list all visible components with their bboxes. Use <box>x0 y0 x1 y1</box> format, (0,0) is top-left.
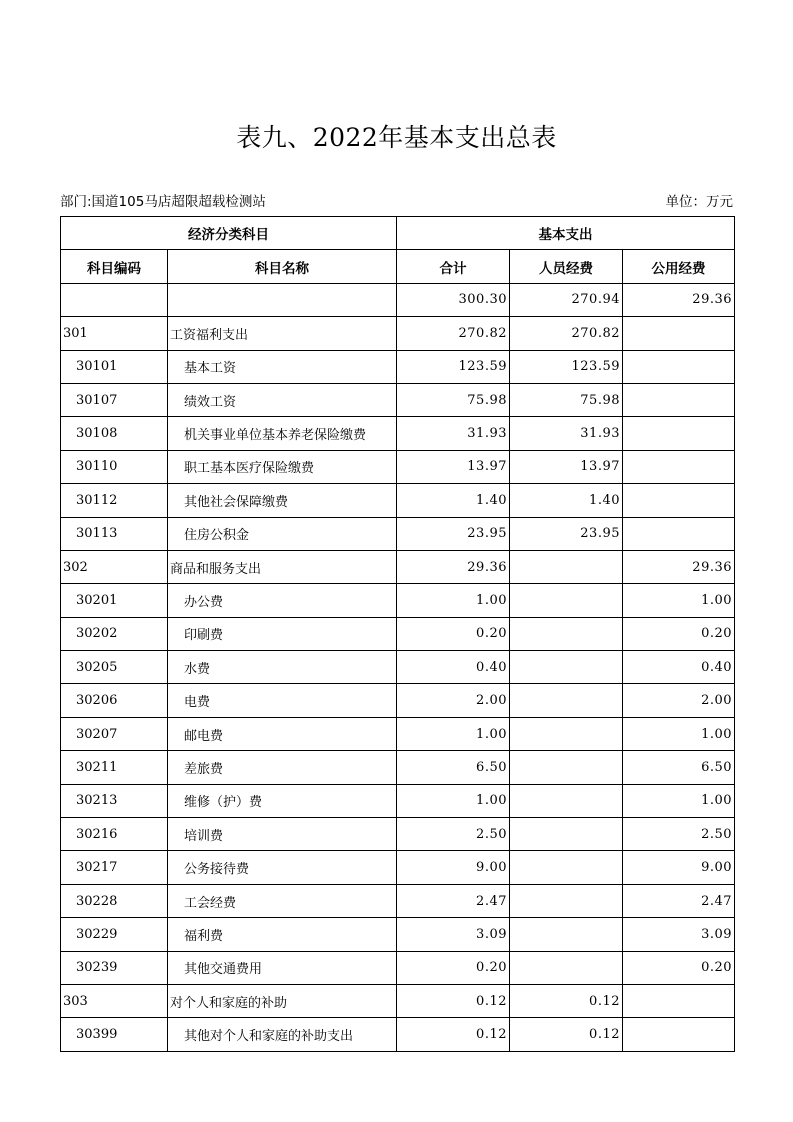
cell-code <box>61 617 168 650</box>
cell-personnel-text: 75.98 <box>580 392 620 408</box>
table-row <box>61 1018 735 1051</box>
meta-line <box>60 190 733 212</box>
cell-code <box>61 984 168 1017</box>
cell-code <box>61 350 168 383</box>
cell-code <box>61 651 168 684</box>
cell-name <box>168 884 397 917</box>
header-economic-classification: 经济分类科目 <box>61 217 397 250</box>
department-label: 部门:国道105马店超限超载检测站 <box>60 194 266 210</box>
cell-public <box>623 383 735 416</box>
cell-total-text: 1.00 <box>476 592 507 608</box>
cell-code-text: 30229 <box>76 926 118 942</box>
cell-name-text: 工会经费 <box>184 895 237 911</box>
cell-name <box>168 517 397 550</box>
cell-name <box>168 951 397 984</box>
cell-code-text: 302 <box>63 559 88 575</box>
table-row <box>61 784 735 817</box>
cell-name <box>168 383 397 416</box>
cell-code-text: 30201 <box>76 592 118 608</box>
cell-personnel <box>510 317 623 350</box>
table-row <box>61 317 735 350</box>
cell-name <box>168 784 397 817</box>
cell-total-text: 2.00 <box>476 693 507 709</box>
cell-total <box>397 550 510 583</box>
cell-code-text: 30113 <box>76 526 118 542</box>
cell-name <box>168 751 397 784</box>
cell-public <box>623 350 735 383</box>
cell-code <box>61 450 168 483</box>
cell-name <box>168 684 397 717</box>
cell-personnel <box>510 550 623 583</box>
cell-code-text: 30228 <box>76 893 118 909</box>
cell-name <box>168 484 397 517</box>
cell-total <box>397 350 510 383</box>
cell-public-text: 9.00 <box>701 860 733 876</box>
cell-public-text: 1.00 <box>701 726 733 742</box>
cell-code-text: 30110 <box>76 459 118 475</box>
cell-code-text: 30399 <box>76 1027 118 1043</box>
cell-personnel-text: 270.94 <box>571 292 620 308</box>
cell-code <box>61 584 168 617</box>
cell-personnel-text: 13.97 <box>580 459 620 475</box>
cell-personnel-text: 0.12 <box>589 1027 620 1043</box>
table-row <box>61 751 735 784</box>
cell-name <box>168 984 397 1017</box>
cell-name <box>168 350 397 383</box>
cell-total <box>397 784 510 817</box>
cell-code-text: 30207 <box>76 726 118 742</box>
cell-code-text: 30239 <box>76 960 118 976</box>
cell-public <box>623 918 735 951</box>
cell-total-text: 2.50 <box>476 826 507 842</box>
cell-total-text: 0.40 <box>476 659 507 675</box>
cell-name-text: 其他社会保障缴费 <box>184 494 289 510</box>
cell-name-text: 对个人和家庭的补助 <box>170 995 288 1011</box>
cell-code <box>61 918 168 951</box>
cell-code <box>61 417 168 450</box>
table-row <box>61 851 735 884</box>
table-row <box>61 918 735 951</box>
unit-label: 单位：万元 <box>665 194 733 210</box>
cell-public-text: 6.50 <box>701 759 733 775</box>
cell-public <box>623 818 735 851</box>
header-row-group <box>61 217 735 250</box>
cell-personnel <box>510 818 623 851</box>
table-row <box>61 717 735 750</box>
cell-total-text: 29.36 <box>467 559 507 575</box>
table-row <box>61 884 735 917</box>
cell-name-text: 培训费 <box>184 828 224 844</box>
cell-public <box>623 584 735 617</box>
cell-personnel <box>510 617 623 650</box>
table-row <box>61 584 735 617</box>
cell-name <box>168 283 397 316</box>
cell-total-text: 0.20 <box>476 626 507 642</box>
cell-public <box>623 417 735 450</box>
cell-code <box>61 484 168 517</box>
cell-total <box>397 450 510 483</box>
cell-personnel <box>510 450 623 483</box>
cell-personnel <box>510 283 623 316</box>
cell-name-text: 差旅费 <box>184 761 224 777</box>
cell-personnel <box>510 417 623 450</box>
cell-public <box>623 784 735 817</box>
cell-personnel <box>510 383 623 416</box>
table-row <box>61 450 735 483</box>
cell-personnel <box>510 584 623 617</box>
cell-code <box>61 550 168 583</box>
cell-code <box>61 951 168 984</box>
cell-code <box>61 884 168 917</box>
cell-public-text: 2.47 <box>701 893 733 909</box>
cell-public <box>623 317 735 350</box>
cell-personnel <box>510 784 623 817</box>
cell-personnel <box>510 751 623 784</box>
cell-personnel-text: 0.12 <box>589 993 620 1009</box>
cell-public-text: 29.36 <box>692 559 733 575</box>
cell-total-text: 1.00 <box>476 726 507 742</box>
cell-code-text: 301 <box>63 325 88 341</box>
cell-total-text: 300.30 <box>458 292 507 308</box>
cell-name-text: 商品和服务支出 <box>170 561 262 577</box>
cell-name-text: 住房公积金 <box>184 528 250 544</box>
table-row <box>61 350 735 383</box>
cell-name <box>168 584 397 617</box>
cell-total-text: 3.09 <box>476 926 507 942</box>
cell-total <box>397 918 510 951</box>
table-row <box>61 283 735 316</box>
table-body <box>61 283 735 1051</box>
cell-code <box>61 383 168 416</box>
cell-public-text: 1.00 <box>701 793 733 809</box>
table-row <box>61 417 735 450</box>
table-row <box>61 484 735 517</box>
cell-name-text: 绩效工资 <box>184 394 237 410</box>
header-name: 科目名称 <box>168 250 397 283</box>
table-row <box>61 617 735 650</box>
cell-personnel <box>510 1018 623 1051</box>
cell-public <box>623 617 735 650</box>
cell-code <box>61 1018 168 1051</box>
cell-total <box>397 484 510 517</box>
cell-personnel <box>510 684 623 717</box>
cell-code-text: 30216 <box>76 826 118 842</box>
cell-name-text: 邮电费 <box>184 728 224 744</box>
cell-name-text: 机关事业单位基本养老保险缴费 <box>184 428 367 444</box>
cell-code <box>61 751 168 784</box>
cell-total-text: 0.12 <box>476 1027 507 1043</box>
cell-public-text: 3.09 <box>701 926 733 942</box>
cell-name <box>168 717 397 750</box>
cell-public-text: 1.00 <box>701 592 733 608</box>
cell-name <box>168 1018 397 1051</box>
cell-public-text: 2.50 <box>701 826 733 842</box>
table-row <box>61 550 735 583</box>
cell-personnel-text: 123.59 <box>571 359 620 375</box>
cell-total <box>397 951 510 984</box>
header-code: 科目编码 <box>61 250 168 283</box>
cell-personnel-text: 1.40 <box>589 492 620 508</box>
cell-code-text: 30112 <box>76 492 118 508</box>
header-public: 公用经费 <box>623 250 735 283</box>
cell-name <box>168 617 397 650</box>
cell-code-text: 303 <box>63 993 88 1009</box>
cell-public-text: 0.40 <box>701 659 733 675</box>
cell-name-text: 基本工资 <box>184 361 237 377</box>
cell-total <box>397 851 510 884</box>
cell-personnel <box>510 517 623 550</box>
cell-total <box>397 1018 510 1051</box>
cell-name <box>168 651 397 684</box>
cell-code <box>61 717 168 750</box>
cell-name <box>168 450 397 483</box>
cell-name <box>168 851 397 884</box>
cell-name-text: 维修（护）费 <box>184 795 263 811</box>
cell-total-text: 1.00 <box>476 793 507 809</box>
cell-total <box>397 317 510 350</box>
cell-name-text: 公务接待费 <box>184 862 250 878</box>
cell-code <box>61 818 168 851</box>
cell-personnel-text: 270.82 <box>571 325 620 341</box>
cell-public-text: 29.36 <box>692 292 733 308</box>
cell-personnel <box>510 918 623 951</box>
cell-name-text: 办公费 <box>184 594 224 610</box>
cell-code-text: 30206 <box>76 693 118 709</box>
cell-name <box>168 550 397 583</box>
cell-code <box>61 517 168 550</box>
cell-total <box>397 884 510 917</box>
cell-personnel-text: 23.95 <box>580 526 620 542</box>
cell-public <box>623 651 735 684</box>
cell-total-text: 6.50 <box>476 759 507 775</box>
cell-code <box>61 684 168 717</box>
cell-total <box>397 984 510 1017</box>
cell-public <box>623 717 735 750</box>
table-row <box>61 651 735 684</box>
header-row-columns <box>61 250 735 283</box>
cell-name-text: 电费 <box>184 695 211 711</box>
cell-total-text: 31.93 <box>467 426 507 442</box>
cell-code-text: 30205 <box>76 659 118 675</box>
cell-code-text: 30213 <box>76 793 118 809</box>
cell-name <box>168 417 397 450</box>
table-row <box>61 684 735 717</box>
expenditure-table <box>60 216 735 1052</box>
table-row <box>61 517 735 550</box>
cell-total <box>397 717 510 750</box>
cell-total-text: 0.12 <box>476 993 507 1009</box>
cell-name-text: 印刷费 <box>184 628 224 644</box>
cell-public <box>623 984 735 1017</box>
cell-personnel-text: 31.93 <box>580 426 620 442</box>
cell-public <box>623 283 735 316</box>
cell-name <box>168 818 397 851</box>
cell-total <box>397 283 510 316</box>
cell-total <box>397 751 510 784</box>
cell-personnel <box>510 984 623 1017</box>
cell-public <box>623 951 735 984</box>
cell-total-text: 75.98 <box>467 392 507 408</box>
cell-total <box>397 417 510 450</box>
cell-total <box>397 517 510 550</box>
cell-personnel <box>510 951 623 984</box>
cell-name-text: 福利费 <box>184 928 224 944</box>
header-personnel: 人员经费 <box>510 250 623 283</box>
cell-total <box>397 617 510 650</box>
cell-code <box>61 283 168 316</box>
cell-name-text: 其他对个人和家庭的补助支出 <box>184 1029 354 1045</box>
cell-personnel <box>510 651 623 684</box>
cell-name <box>168 918 397 951</box>
cell-public <box>623 751 735 784</box>
cell-total-text: 270.82 <box>458 325 507 341</box>
cell-total-text: 2.47 <box>476 893 507 909</box>
cell-code-text: 30108 <box>76 426 118 442</box>
cell-code-text: 30107 <box>76 392 118 408</box>
cell-code-text: 30217 <box>76 860 118 876</box>
cell-public <box>623 550 735 583</box>
cell-code-text: 30202 <box>76 626 118 642</box>
table-row <box>61 951 735 984</box>
cell-code <box>61 317 168 350</box>
table-row <box>61 383 735 416</box>
table-row <box>61 818 735 851</box>
cell-public <box>623 851 735 884</box>
table-row <box>61 984 735 1017</box>
cell-public <box>623 450 735 483</box>
cell-total <box>397 584 510 617</box>
cell-total-text: 23.95 <box>467 526 507 542</box>
header-total: 合计 <box>397 250 510 283</box>
cell-total-text: 1.40 <box>476 492 507 508</box>
cell-public <box>623 884 735 917</box>
cell-name-text: 工资福利支出 <box>170 327 249 343</box>
cell-code-text: 30101 <box>76 359 118 375</box>
cell-personnel <box>510 717 623 750</box>
cell-public <box>623 484 735 517</box>
cell-total-text: 0.20 <box>476 960 507 976</box>
cell-code <box>61 784 168 817</box>
cell-public-text: 2.00 <box>701 693 733 709</box>
cell-total <box>397 383 510 416</box>
page-title: 表九、2022年基本支出总表 <box>236 123 557 152</box>
cell-total-text: 13.97 <box>467 459 507 475</box>
cell-total-text: 9.00 <box>476 860 507 876</box>
cell-personnel <box>510 884 623 917</box>
cell-public-text: 0.20 <box>701 626 733 642</box>
cell-total <box>397 684 510 717</box>
cell-code <box>61 851 168 884</box>
cell-name-text: 职工基本医疗保险缴费 <box>184 461 315 477</box>
cell-total <box>397 651 510 684</box>
cell-name <box>168 317 397 350</box>
cell-public <box>623 684 735 717</box>
cell-personnel <box>510 484 623 517</box>
cell-name-text: 其他交通费用 <box>184 962 263 978</box>
cell-total-text: 123.59 <box>458 359 507 375</box>
cell-personnel <box>510 350 623 383</box>
cell-public <box>623 1018 735 1051</box>
header-basic-expenditure: 基本支出 <box>397 217 735 250</box>
cell-code-text: 30211 <box>76 759 118 775</box>
cell-public-text: 0.20 <box>701 960 733 976</box>
cell-public <box>623 517 735 550</box>
cell-total <box>397 818 510 851</box>
cell-name-text: 水费 <box>184 661 211 677</box>
cell-personnel <box>510 851 623 884</box>
